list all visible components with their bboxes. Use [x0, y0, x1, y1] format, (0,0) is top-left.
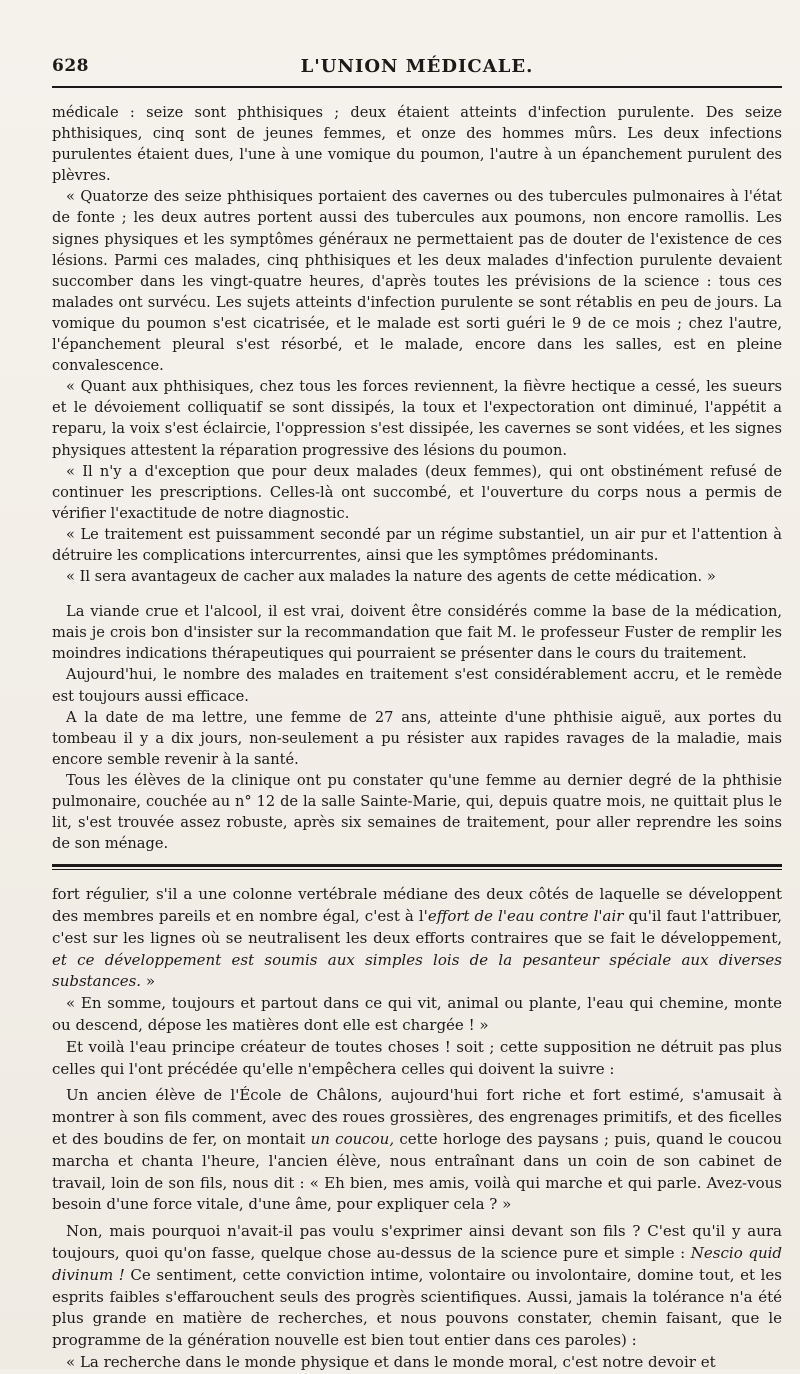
feuilleton-divider: [52, 864, 782, 870]
paragraph: fort régulier, s'il a une colonne vertébrale médiane des deux côtés de laquelle se développent des membres pareils et en nombre égal, c'est à l'effort de l'eau contre l'air qu'il faut l'attribuer, c'est sur les lignes où se neutralisent les deux efforts contraires que se fait le développement, et ce développement est soumis aux simples lois de la pesanteur spéciale aux diverses substances. »: [52, 885, 782, 991]
paragraph: Tous les élèves de la clinique ont pu constater qu'une femme au dernier degré de la phthisie pulmonaire, couchée au n° 12 de la salle Sainte-Marie, qui, depuis quatre mois, ne quittait plus le lit, s'est trouvée assez robuste, après six semaines de traitement, pour aller reprendre les soins de son ménage.: [52, 771, 782, 853]
paragraph: « Il sera avantageux de cacher aux malades la nature des agents de cette médication. »: [66, 568, 716, 586]
paragraph: Et voilà l'eau principe créateur de toutes choses ! soit ; cette supposition ne détruit pas plus celles qui l'ont précédée qu'elle n'empêchera celles qui doivent la suivre :: [52, 1037, 782, 1078]
paragraph: « La recherche dans le monde physique et dans le monde moral, c'est notre devoir et: [66, 1353, 716, 1372]
upper-article: [52, 102, 782, 854]
paragraph: Aujourd'hui, le nombre des malades en traitement s'est considérablement accru, et le remède est toujours aussi efficace.: [52, 666, 782, 705]
page-header: [52, 50, 782, 84]
header-rule: [52, 86, 782, 88]
paragraph: médicale : seize sont phthisiques ; deux étaient atteints d'infection purulente. Des seize phthisiques, cinq sont de jeunes femmes, et onze des hommes mûrs. Les deux infections purulentes étaient dues, l'une à une vomique du poumon, l'autre à un épanchement purulent des plèvres.: [52, 104, 782, 185]
paragraph: « Le traitement est puissamment secondé par un régime substantiel, un air pur et l'attention à détruire les complications intercurrentes, ainsi que les symptômes prédominants.: [52, 525, 782, 564]
page-number: 628: [52, 56, 89, 76]
paragraph: Un ancien élève de l'École de Châlons, aujourd'hui fort riche et fort estimé, s'amusait à montrer à son fils comment, avec des roues grossières, des engrenages primitifs, et des ficelles et des boudins de fer, on montait un coucou, cette horloge des paysans ; puis, quand le coucou marcha et chanta l'heure, l'ancien élève, nous entraînant dans un coin de son cabinet de travail, loin de son fils, nous dit : « Eh bien, mes amis, voilà qui marche et qui parle. Avez-vous besoin d'une force vitale, d'une âme, pour expliquer cela ? »: [52, 1086, 782, 1214]
paragraph: La viande crue et l'alcool, il est vrai, doivent être considérés comme la base de la médication, mais je crois bon d'insister sur la recommandation que fait M. le professeur Fuster de remplir les moindres indications thérapeutiques qui pourraient se présenter dans le cours du traitement.: [52, 603, 782, 663]
paragraph: Non, mais pourquoi n'avait-il pas voulu s'exprimer ainsi devant son fils ? C'est qu'il y aura toujours, quoi qu'on fasse, quelque chose au-dessus de la science pure et simple : Nescio quid divinum ! Ce sentiment, cette conviction intime, volontaire ou involontaire, domine tout, et les esprits faibles s'effarouchent seuls des progrès scientifiques. Aussi, jamais la tolérance n'a été plus grande en matière de recherches, et nous pouvons constater, chemin faisant, que le programme de la génération nouvelle est bien tout entier dans ces paroles) :: [52, 1222, 783, 1350]
paragraph: « Quatorze des seize phthisiques portaient des cavernes ou des tubercules pulmonaires à l'état de fonte ; les deux autres portent aussi des tubercules aux poumons, non encore ramollis. Les signes physiques et les symptômes généraux ne permettaient pas de douter de l'existence de ces lésions. Parmi ces malades, cinq phthisiques et les deux malades d'infection purulente devaient succomber dans les vingt-quatre heures, d'après toutes les prévisions de la science : tous ces malades ont survécu. Les sujets atteints d'infection purulente se sont rétablis en peu de jours. La vomique du poumon s'est cicatrisée, et le malade est sorti guéri le 9 de ce mois ; chez l'autre, l'épanchement pleural s'est résorbé, et le malade, encore dans les salles, est en pleine convalescence.: [52, 188, 782, 375]
paragraph: « En somme, toujours et partout dans ce qui vit, animal ou plante, l'eau qui chemine, monte ou descend, dépose les matières dont elle est chargée ! »: [52, 994, 782, 1035]
feuilleton-section: [52, 884, 782, 1374]
running-title: L'UNION MÉDICALE.: [300, 56, 534, 77]
emphasis: un coucou,: [310, 1130, 395, 1149]
emphasis: effort de l'eau contre l'air: [427, 907, 624, 926]
emphasis: et ce développement est soumis aux simples lois de la pesanteur spéciale aux diverses substances.: [52, 950, 782, 991]
paragraph: « Il n'y a d'exception que pour deux malades (deux femmes), qui ont obstinément refusé de continuer les prescriptions. Celles-là ont succombé, et l'ouverture du corps nous a permis de vérifier l'exactitude de notre diagnostic.: [52, 462, 782, 522]
paragraph: A la date de ma lettre, une femme de 27 ans, atteinte d'une phthisie aiguë, aux portes du tombeau il y a dix jours, non-seulement a pu résister aux rapides ravages de la maladie, mais encore semble revenir à la santé.: [52, 708, 782, 768]
emphasis: Nescio quid divinum !: [52, 1244, 782, 1284]
paragraph: « Quant aux phthisiques, chez tous les forces reviennent, la fièvre hectique a cessé, les sueurs et le dévoiement colliquatif se sont dissipés, la toux et l'expectoration ont diminué, l'appétit a reparu, la voix s'est éclaircie, l'oppression s'est dissipée, les cavernes se sont vidées, et les signes physiques attestent la réparation progressive des lésions du poumon.: [52, 378, 782, 459]
